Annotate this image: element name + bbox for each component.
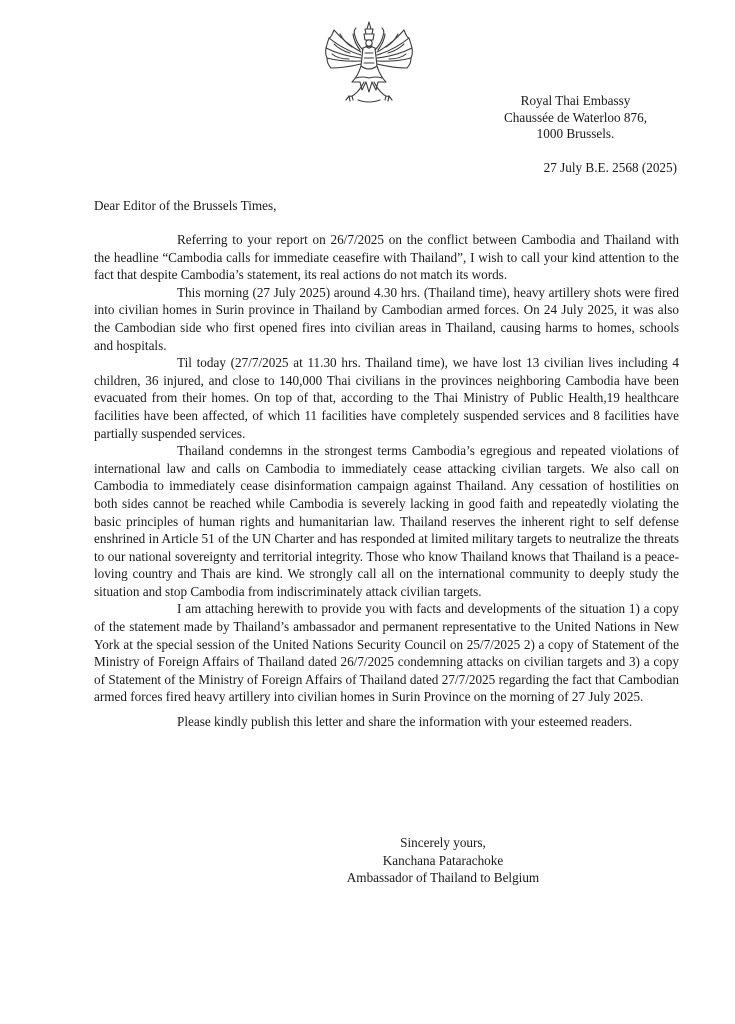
letter-date: 27 July B.E. 2568 (2025) — [543, 160, 677, 175]
body-paragraph: This morning (27 July 2025) around 4.30 hrs. (Thailand time), heavy artillery shots were fired into civilian homes in Surin province in Thailand by Cambodian armed forces. On 24 July 2025, it was also the Cambodian side who first opened fires into civilian areas in Thailand, causing harms to homes, schools and hospitals. — [94, 284, 679, 353]
address-line: Chaussée de Waterloo 876, — [504, 109, 647, 125]
signatory-title: Ambassador of Thailand to Belgium — [346, 870, 540, 885]
embassy-address — [504, 93, 647, 143]
salutation: Dear Editor of the Brussels Times, — [94, 198, 277, 213]
address-line: 1000 Brussels. — [536, 126, 615, 141]
signatory-name: Kanchana Patarachoke — [382, 852, 504, 868]
body-paragraph: Referring to your report on 26/7/2025 on the conflict between Cambodia and Thailand with the headline “Cambodia calls for immediate ceasefire with Thailand”, I wish to call your kind attention to the fact that despite Cambodia’s statement, its real actions do not match its words. — [94, 232, 679, 283]
letter-body — [94, 231, 679, 731]
garuda-emblem-icon — [322, 20, 416, 104]
body-paragraph: Til today (27/7/2025 at 11.30 hrs. Thailand time), we have lost 13 civilian lives including 4 children, 36 injured, and close to 140,000 Thai civilians in the provinces neighboring Cambodia have been evacuated from their homes. On top of that, according to the Thai Ministry of Public Health,19 healthcare facilities have been affected, of which 11 facilities have completely suspended services and 8 facilities have partially suspended services. — [94, 355, 679, 441]
signature-block — [334, 834, 552, 887]
closing-request: Please kindly publish this letter and share the information with your esteemed readers. — [177, 714, 633, 730]
signature-closing: Sincerely yours, — [400, 835, 486, 850]
body-paragraph: Thailand condemns in the strongest terms Cambodia’s egregious and repeated violations of international law and calls on Cambodia to immediately cease attacking civilian targets. We also call on Cambodia to immediately cease disinformation campaign against Thailand. Any cessation of hostilities on both sides cannot be reached while Cambodia is severely lacking in good faith and repeatedly violating the basic principles of human rights and humanitarian law. Thailand reserves the inherent right to self defense enshrined in Article 51 of the UN Charter and has responded at limited military targets to neutralize the threats to our national sovereignty and territorial integrity. Those who know Thailand knows that Thailand is a peace-loving country and Thais are kind. We strongly call all on the international community to deeply study the situation and stop Cambodia from indiscriminately attack civilian targets. — [94, 443, 679, 599]
body-paragraph: I am attaching herewith to provide you with facts and developments of the situation 1) a copy of the statement made by Thailand’s ambassador and permanent representative to the United Nations in New York at the special session of the United Nations Security Council on 25/7/2025 2) a copy of Statement of the Ministry of Foreign Affairs of Thailand dated 26/7/2025 condemning attacks on civilian targets and 3) a copy of Statement of the Ministry of Foreign Affairs of Thailand dated 27/7/2025 regarding the fact that Cambodian armed forces fired heavy artillery into civilian homes in Surin Province on the morning of 27 July 2025. — [94, 601, 679, 705]
address-line: Royal Thai Embassy — [520, 93, 631, 108]
